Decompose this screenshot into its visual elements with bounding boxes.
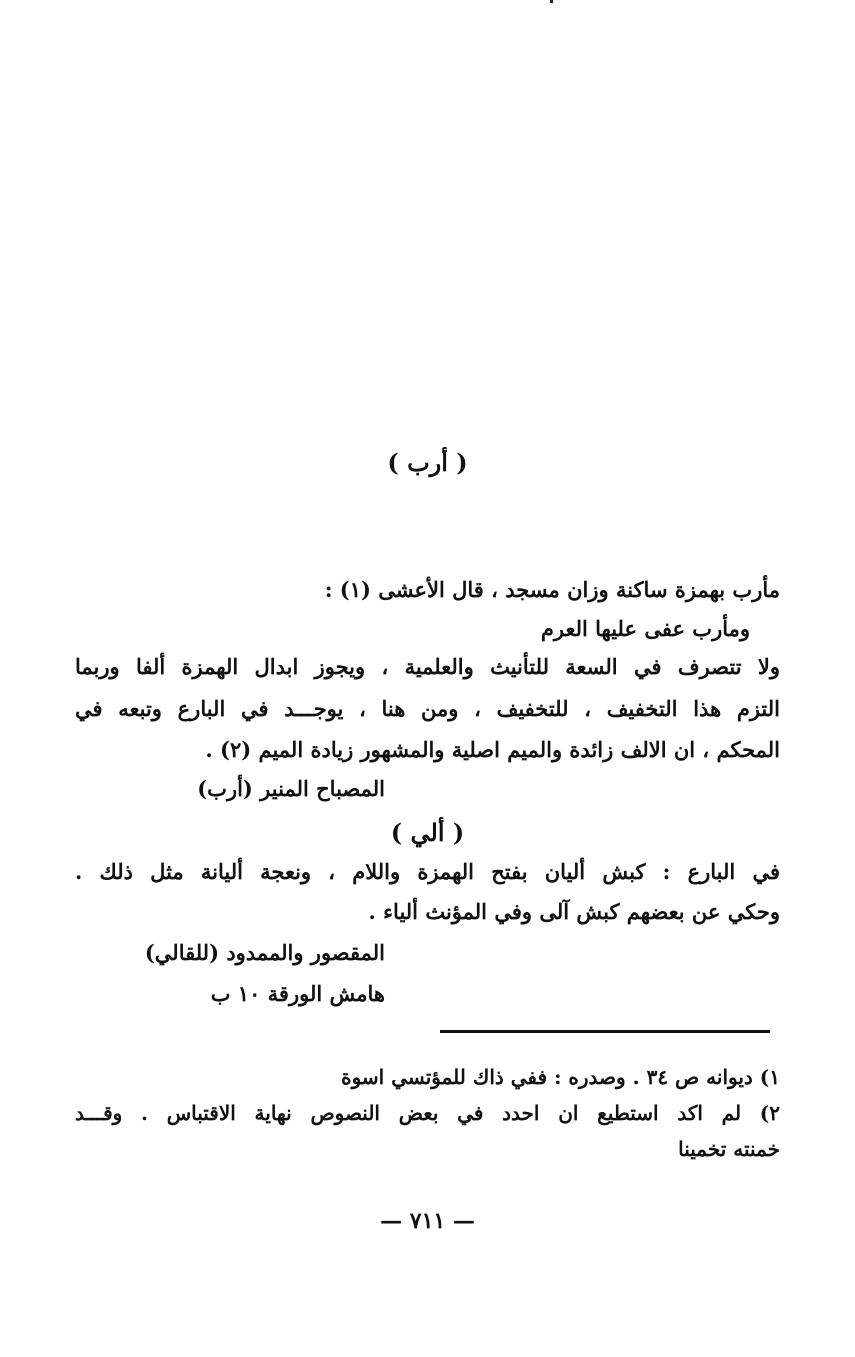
- entry-aly-line-1: في البارع : كبش أليان بفتح الهمزة واللام ، ونعجة أليانة مثل ذلك .: [75, 859, 780, 884]
- entry-heading-aly: ( ألي ): [390, 818, 465, 847]
- page-number: — ٧١١ —: [380, 1208, 475, 1234]
- entry-aly-source-2: هامش الورقة ١٠ ب: [210, 981, 385, 1006]
- entry-arab-line-1: مأرب بهمزة ساكنة وزان مسجد ، قال الأعشى (١) :: [324, 577, 780, 602]
- footnote-2: ٢) لم اكد استطيع ان احدد في بعض النصوص نهاية الاقتباس . وقـــد: [75, 1101, 780, 1125]
- entry-aly-line-2: وحكي عن بعضهم كبش آلى وفي المؤنث ألياء .: [368, 899, 780, 924]
- scan-speck: [550, 0, 553, 3]
- footnote-2-continued: خمنته تخمينا: [678, 1137, 780, 1161]
- footnote-1: ١) ديوانه ص ٣٤ . وصدره : ففي ذاك للمؤتسي اسوة: [341, 1065, 780, 1089]
- entry-heading-arab: ( أرب ): [387, 448, 468, 477]
- entry-arab-line-2: ولا تتصرف في السعة للتأنيث والعلمية ، ويجوز ابدال الهمزة ألفا وربما: [75, 654, 780, 679]
- entry-arab-source: المصباح المنير (أرب): [197, 776, 385, 801]
- footnote-divider: [440, 1030, 770, 1033]
- entry-arab-line-4: المحكم ، ان الالف زائدة والميم اصلية والمشهور زيادة الميم (٢) .: [205, 737, 780, 762]
- entry-arab-verse: ومأرب عفى عليها العرم: [540, 616, 750, 641]
- entry-aly-source-1: المقصور والممدود (للقالي): [144, 940, 385, 965]
- entry-arab-line-3: التزم هذا التخفيف ، للتخفيف ، ومن هنا ، يوجـــد في البارع وتبعه في: [75, 696, 780, 721]
